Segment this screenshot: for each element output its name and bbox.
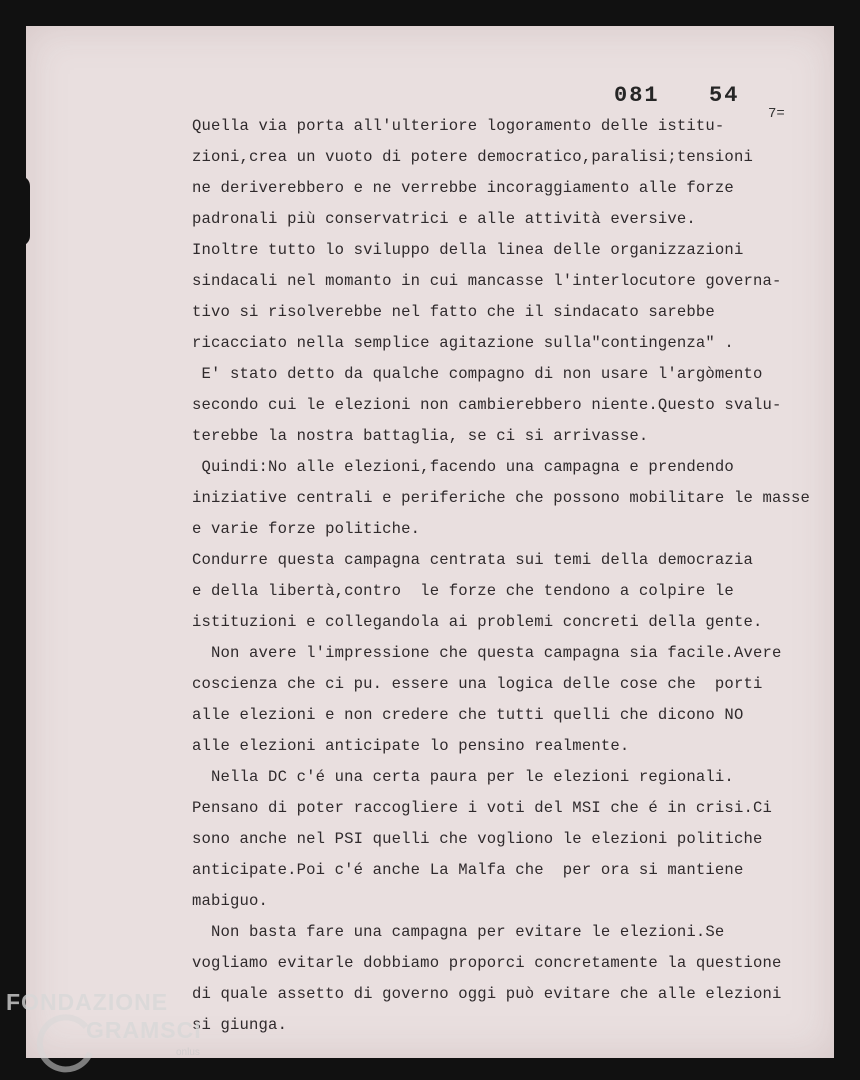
text-line: Nella DC c'é una certa paura per le elezioni regionali.: [192, 768, 734, 786]
text-line: mabiguo.: [192, 892, 269, 910]
text-line: E' stato detto da qualche compagno di non usare l'argòmento: [192, 365, 763, 383]
text-line: alle elezioni anticipate lo pensino realmente.: [192, 737, 630, 755]
text-line: Quindi:No alle elezioni,facendo una campagna e prendendo: [192, 458, 734, 476]
text-line: ricacciato nella semplice agitazione sulla"contingenza" .: [192, 334, 734, 352]
watermark-text-3: onlus: [176, 1047, 200, 1058]
text-line: terebbe la nostra battaglia, se ci si arrivasse.: [192, 427, 649, 445]
watermark-text-2: GRAMSCI: [86, 1017, 202, 1043]
text-line: sono anche nel PSI quelli che vogliono le elezioni politiche: [192, 830, 763, 848]
archive-folio: 54: [709, 83, 740, 108]
text-line: ne deriverebbero e ne verrebbe incoraggiamento alle forze: [192, 179, 734, 197]
text-line: zioni,crea un vuoto di potere democratico,paralisi;tensioni: [192, 148, 753, 166]
text-line: coscienza che ci pu. essere una logica delle cose che porti: [192, 675, 763, 693]
text-line: sindacali nel momanto in cui mancasse l'interlocutore governa-: [192, 272, 782, 290]
text-line: Non avere l'impressione che questa campagna sia facile.Avere: [192, 644, 782, 662]
text-line: padronali più conservatrici e alle attività eversive.: [192, 210, 696, 228]
text-line: e della libertà,contro le forze che tendono a colpire le: [192, 582, 734, 600]
text-line: iniziative centrali e periferiche che possono mobilitare le masse: [192, 489, 811, 507]
text-line: vogliamo evitarle dobbiamo proporci concretamente la questione: [192, 954, 782, 972]
text-line: Condurre questa campagna centrata sui temi della democrazia: [192, 551, 753, 569]
typed-text-body: [192, 111, 832, 1041]
text-line: di quale assetto di governo oggi può evitare che alle elezioni: [192, 985, 782, 1003]
text-line: anticipate.Poi c'é anche La Malfa che per ora si mantiene: [192, 861, 744, 879]
text-line: Quella via porta all'ulteriore logoramento delle istitu-: [192, 117, 725, 135]
text-line: Inoltre tutto lo sviluppo della linea delle organizzazioni: [192, 241, 744, 259]
text-line: e varie forze politiche.: [192, 520, 421, 538]
watermark-text-1: FONDAZIONE: [6, 989, 169, 1015]
text-line: alle elezioni e non credere che tutti quelli che dicono NO: [192, 706, 744, 724]
text-line: Non basta fare una campagna per evitare le elezioni.Se: [192, 923, 725, 941]
text-line: si giunga.: [192, 1016, 288, 1034]
text-line: tivo si risolverebbe nel fatto che il sindacato sarebbe: [192, 303, 715, 321]
page-mark: 7=: [768, 106, 785, 122]
text-line: secondo cui le elezioni non cambierebbero niente.Questo svalu-: [192, 396, 782, 414]
text-line: Pensano di poter raccogliere i voti del MSI che é in crisi.Ci: [192, 799, 772, 817]
watermark: [0, 985, 215, 1080]
text-line: istituzioni e collegandola ai problemi concreti della gente.: [192, 613, 763, 631]
archive-number: 081: [614, 83, 660, 108]
